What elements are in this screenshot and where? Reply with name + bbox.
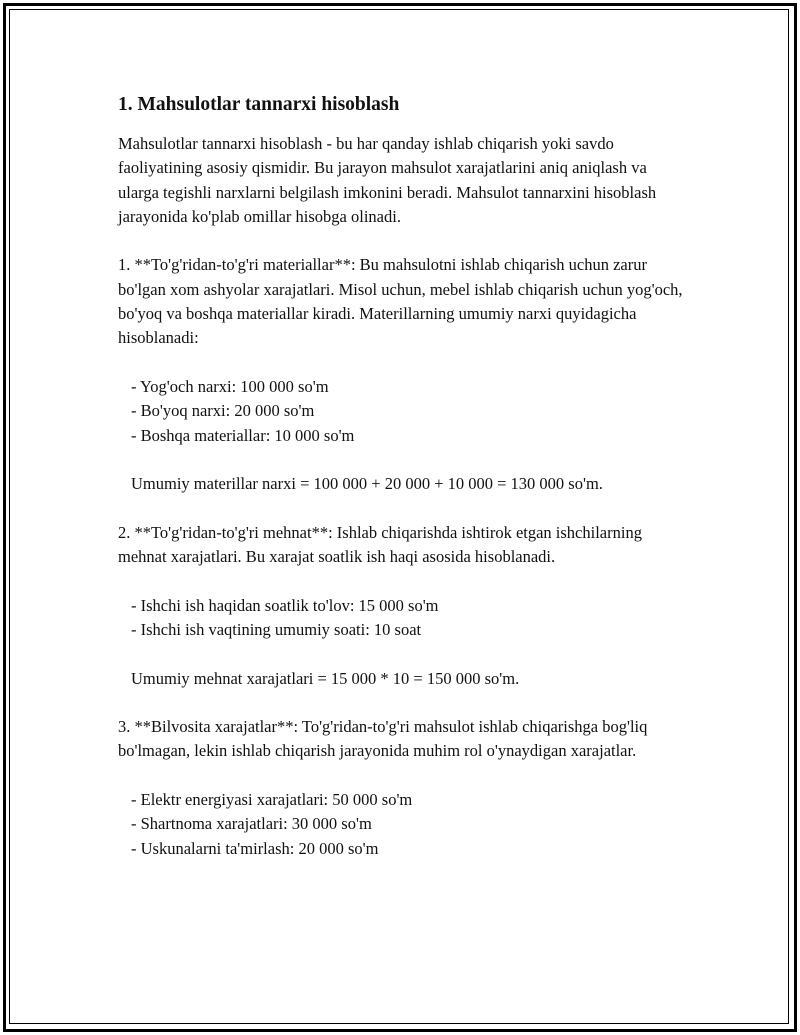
section-1-text: 1. **To'g'ridan-to'g'ri materiallar**: Bu mahsulotni ishlab chiqarish uchun zarur bo'lgan xom ashyolar xarajatlari. Misol uchun, mebel ishlab chiqarish uchun yog'och, bo'yoq va boshqa materiallar kiradi. Materillarning umumiy narxi quyidagicha hisoblanadi: (118, 255, 683, 348)
document-body (118, 92, 688, 885)
list-item: - Elektr energiyasi xarajatlari: 50 000 so'm (131, 790, 413, 810)
section-1-list (118, 375, 688, 448)
list-item: - Bo'yoq narxi: 20 000 so'm (131, 401, 315, 421)
section-2-total: Umumiy mehnat xarajatlari = 15 000 * 10 = 150 000 so'm. (131, 668, 520, 688)
section-3-text: 3. **Bilvosita xarajatlar**: To'g'ridan-to'g'ri mahsulot ishlab chiqarishga bog'liq bo'lmagan, lekin ishlab chiqarish jarayonida muhim rol o'ynaydigan xarajatlar. (118, 717, 648, 761)
intro-paragraph: Mahsulotlar tannarxi hisoblash - bu har qanday ishlab chiqarish yoki savdo faoliyatining asosiy qismidir. Bu jarayon mahsulot xarajatlarini aniq aniqlash va ularga tegishli narxlarni belgilash imkonini beradi. Mahsulot tannarxini hisoblash jarayonida ko'plab omillar hisobga olinadi. (118, 134, 657, 226)
list-item: - Yog'och narxi: 100 000 so'm (131, 376, 329, 396)
list-item: - Uskunalarni ta'mirlash: 20 000 so'm (131, 838, 379, 858)
section-1-total: Umumiy materillar narxi = 100 000 + 20 000 + 10 000 = 130 000 so'm. (131, 474, 603, 494)
section-3-list (118, 788, 688, 861)
section-2-list (118, 594, 688, 643)
document-heading: 1. Mahsulotlar tannarxi hisoblash (118, 94, 400, 115)
list-item: - Shartnoma xarajatlari: 30 000 so'm (131, 814, 372, 834)
list-item: - Ishchi ish haqidan soatlik to'lov: 15 000 so'm (131, 595, 439, 615)
list-item: - Boshqa materiallar: 10 000 so'm (131, 425, 355, 445)
section-2-text: 2. **To'g'ridan-to'g'ri mehnat**: Ishlab chiqarishda ishtirok etgan ishchilarning mehnat xarajatlari. Bu xarajat soatlik ish haqi asosida hisoblanadi. (118, 522, 642, 567)
list-item: - Ishchi ish vaqtining umumiy soati: 10 soat (131, 619, 422, 639)
